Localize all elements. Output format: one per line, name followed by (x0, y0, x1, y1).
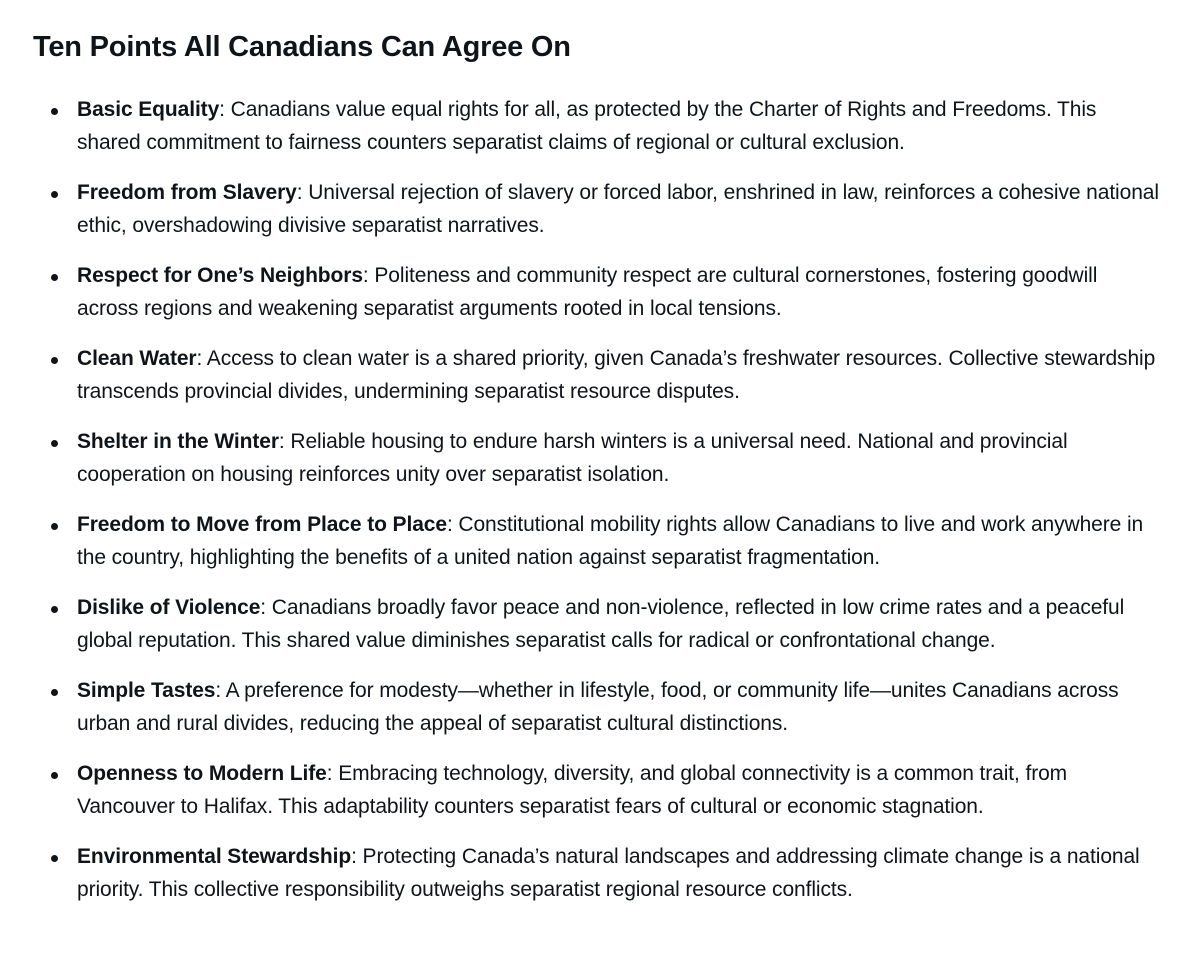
list-item-shelter-in-winter (33, 426, 1160, 491)
list-item-openness-to-modern-life (33, 758, 1160, 823)
bullet-icon (51, 108, 58, 115)
points-list (33, 94, 1160, 906)
point-title: Simple Tastes (77, 679, 216, 702)
list-item-freedom-from-slavery (33, 177, 1160, 242)
page-title: Ten Points All Canadians Can Agree On (33, 31, 571, 63)
point-title: Dislike of Violence (77, 596, 261, 619)
point-text: : Access to clean water is a shared priority, given Canada’s freshwater resources. Collective stewardship transcends provincial divides, undermining separatist resource disputes. (77, 347, 1156, 403)
point-title: Openness to Modern Life (77, 762, 327, 785)
list-item-dislike-of-violence (33, 592, 1160, 657)
bullet-icon (51, 855, 58, 862)
list-item-clean-water (33, 343, 1160, 408)
point-title: Basic Equality (77, 98, 220, 121)
bullet-icon (51, 772, 58, 779)
list-item-respect-for-neighbors (33, 260, 1160, 325)
list-item-freedom-to-move (33, 509, 1160, 574)
point-text: : Canadians broadly favor peace and non-violence, reflected in low crime rates and a peaceful global reputation. This shared value diminishes separatist calls for radical or confrontational change. (77, 596, 1125, 652)
bullet-icon (51, 606, 58, 613)
bullet-icon (51, 440, 58, 447)
point-title: Freedom to Move from Place to Place (77, 513, 447, 536)
point-title: Freedom from Slavery (77, 181, 297, 204)
bullet-icon (51, 523, 58, 530)
list-item-basic-equality (33, 94, 1160, 159)
bullet-icon (51, 191, 58, 198)
point-text: : Constitutional mobility rights allow Canadians to live and work anywhere in the country, highlighting the benefits of a united nation against separatist fragmentation. (77, 513, 1144, 569)
point-text: : Protecting Canada’s natural landscapes and addressing climate change is a national priority. This collective responsibility outweighs separatist regional resource conflicts. (77, 845, 1140, 901)
point-text: : Politeness and community respect are cultural cornerstones, fostering goodwill across regions and weakening separatist arguments rooted in local tensions. (77, 264, 1098, 320)
bullet-icon (51, 357, 58, 364)
point-title: Respect for One’s Neighbors (77, 264, 363, 287)
bullet-icon (51, 274, 58, 281)
list-item-environmental-stewardship (33, 841, 1160, 906)
point-title: Environmental Stewardship (77, 845, 352, 868)
point-title: Clean Water (77, 347, 197, 370)
point-text: : Universal rejection of slavery or forced labor, enshrined in law, reinforces a cohesive national ethic, overshadowing divisive separatist narratives. (77, 181, 1159, 237)
point-title: Shelter in the Winter (77, 430, 279, 453)
point-text: : Reliable housing to endure harsh winters is a universal need. National and provincial cooperation on housing reinforces unity over separatist isolation. (77, 430, 1068, 486)
point-text: : A preference for modesty—whether in lifestyle, food, or community life—unites Canadians across urban and rural divides, reducing the appeal of separatist cultural distinctions. (77, 679, 1119, 735)
point-text: : Canadians value equal rights for all, as protected by the Charter of Rights and Freedoms. This shared commitment to fairness counters separatist claims of regional or cultural exclusion. (77, 98, 1097, 154)
point-text: : Embracing technology, diversity, and global connectivity is a common trait, from Vancouver to Halifax. This adaptability counters separatist fears of cultural or economic stagnation. (77, 762, 1068, 818)
bullet-icon (51, 689, 58, 696)
list-item-simple-tastes (33, 675, 1160, 740)
